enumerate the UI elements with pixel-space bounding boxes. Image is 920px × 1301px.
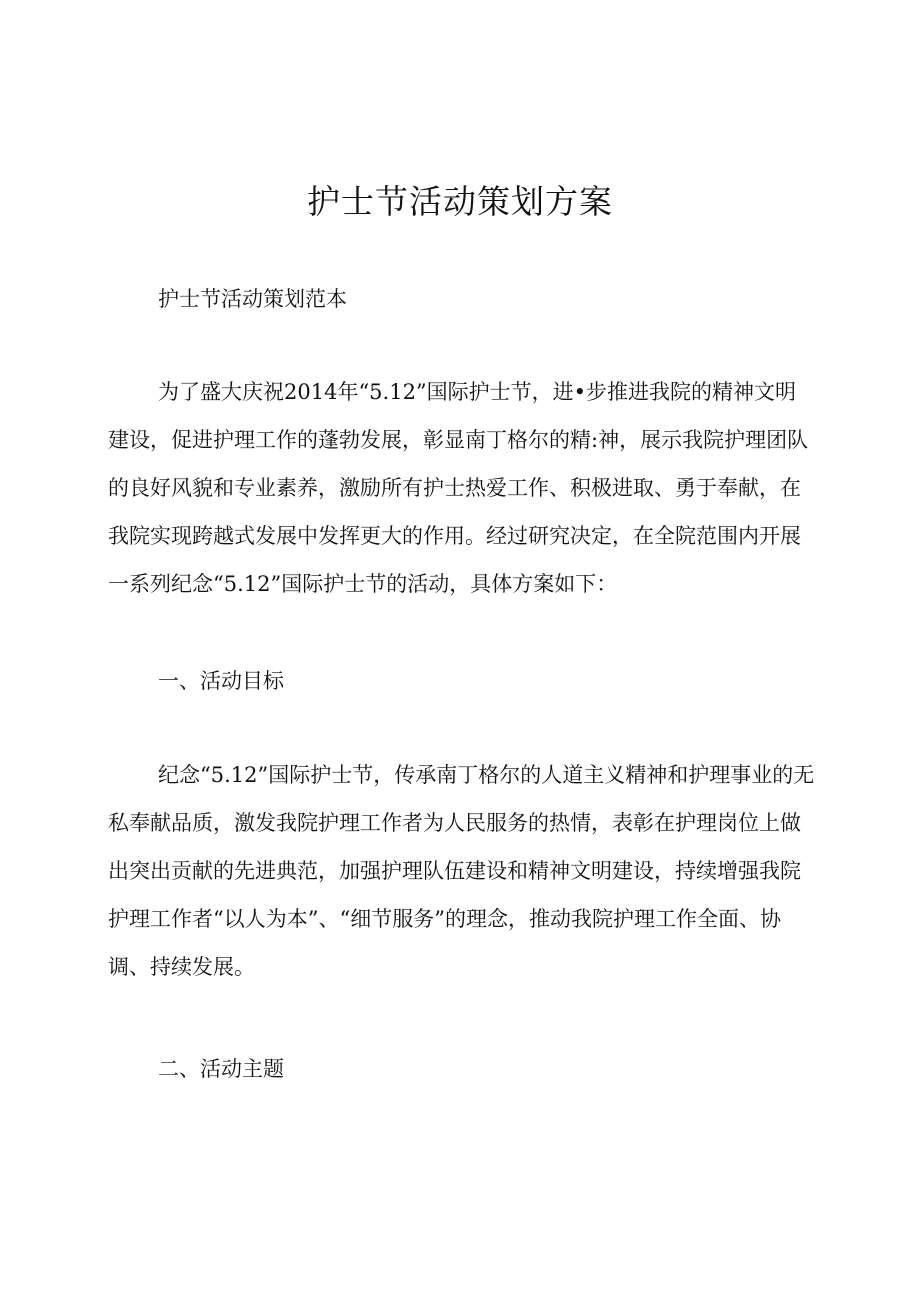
section-heading-theme: 二、活动主题: [158, 1057, 284, 1081]
document-subtitle: 护士节活动策划范本: [158, 287, 347, 311]
document-title: 护士节活动策划方案: [307, 182, 613, 221]
section-heading-goals: 一、活动目标: [158, 669, 284, 693]
intro-paragraph: 为了盛大庆祝2014年“5.12”国际护士节，进•步推进我院的精神文明建设，促进护理工作的蓬勃发展，彰显南丁格尔的精:神，展示我院护理团队的良好风貌和专业素养，激励所有护士热爱工作、积极进取、勇于奉献，在我院实现跨越式发展中发挥更大的作用。经过研究决定，在全院范围内开展一系列纪念“5.12”国际护士节的活动，具体方案如下：: [108, 380, 809, 596]
goals-paragraph: 纪念“5.12”国际护士节，传承南丁格尔的人道主义精神和护理事业的无私奉献品质，激发我院护理工作者为人民服务的热情，表彰在护理岗位上做出突出贡献的先进典范，加强护理队伍建设和精神文明建设，持续增强我院护理工作者“以人为本”、“细节服务”的理念，推动我院护理工作全面、协调、持续发展。: [108, 763, 815, 979]
